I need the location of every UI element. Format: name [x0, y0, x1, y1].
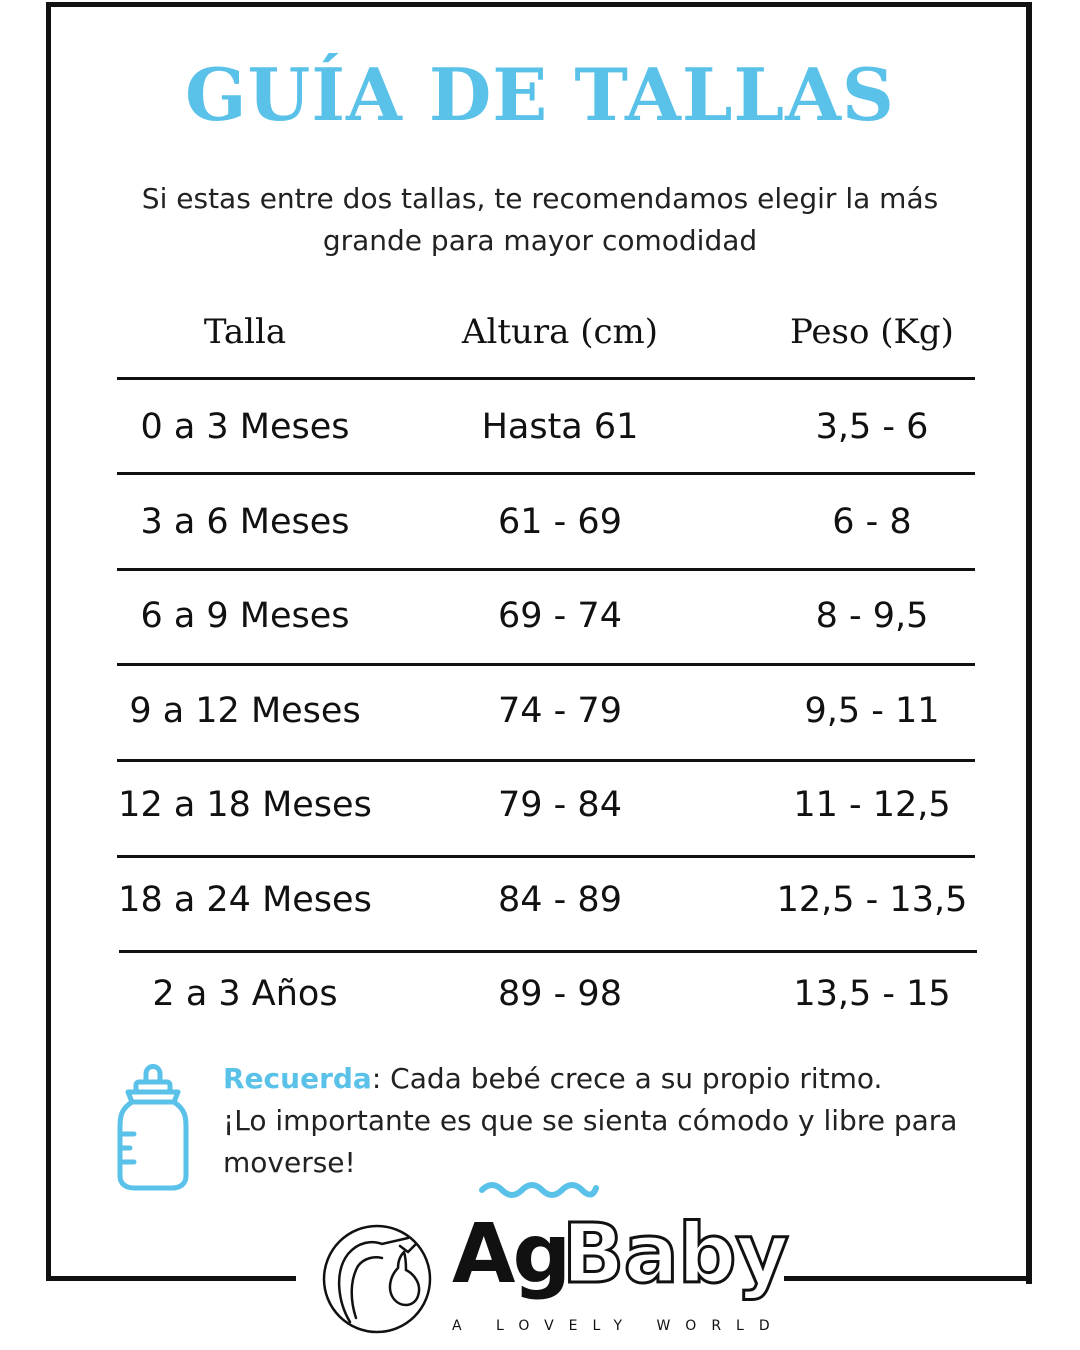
table-row	[0, 870, 1080, 930]
subtitle	[120, 178, 960, 262]
table-row	[0, 681, 1080, 741]
cell-altura: 69 - 74	[498, 596, 622, 636]
cell-altura: 84 - 89	[498, 880, 622, 920]
table-row	[0, 775, 1080, 835]
brand-logo-ag: Ag	[452, 1207, 569, 1302]
cell-peso: 13,5 - 15	[793, 974, 951, 1014]
header-altura: Altura (cm)	[461, 312, 659, 352]
cell-talla: 12 a 18 Meses	[118, 785, 372, 825]
note-line-3: moverse!	[223, 1146, 356, 1179]
note-line-1-text: : Cada bebé crece a su propio ritmo.	[371, 1062, 883, 1095]
cell-peso: 8 - 9,5	[815, 596, 929, 636]
table-row	[0, 586, 1080, 646]
cell-altura: 89 - 98	[498, 974, 622, 1014]
cell-talla: 3 a 6 Meses	[140, 502, 350, 542]
cell-talla: 0 a 3 Meses	[140, 407, 350, 447]
subtitle-line-1: Si estas entre dos tallas, te recomendamos elegir la más	[141, 182, 939, 215]
page-title: GUÍA DE TALLAS	[185, 52, 895, 137]
table-rule	[119, 950, 977, 953]
table-row	[0, 492, 1080, 552]
subtitle-line-2: grande para mayor comodidad	[322, 224, 758, 257]
brand-tagline: A LOVELY WORLD	[452, 1318, 785, 1334]
brand-logo-baby: Baby	[562, 1207, 788, 1302]
frame-top-border	[46, 2, 1032, 7]
cell-altura: 74 - 79	[498, 691, 622, 731]
cell-peso: 6 - 8	[832, 502, 912, 542]
table-rule	[117, 472, 975, 475]
cell-altura: Hasta 61	[481, 407, 639, 447]
cell-talla: 9 a 12 Meses	[129, 691, 361, 731]
baby-bottle-icon	[114, 1058, 192, 1192]
note-accent: Recuerda	[223, 1062, 372, 1095]
table-rule	[117, 855, 975, 858]
cell-peso: 12,5 - 13,5	[776, 880, 968, 920]
cell-peso: 11 - 12,5	[793, 785, 951, 825]
note-line-1	[223, 1058, 983, 1100]
stork-bundle-logo-icon	[320, 1222, 434, 1336]
table-row	[0, 964, 1080, 1024]
size-table-header	[0, 312, 1080, 362]
header-peso: Peso (Kg)	[790, 312, 954, 352]
table-rule	[117, 377, 975, 380]
table-rule	[117, 663, 975, 666]
table-rule	[117, 568, 975, 571]
table-row	[0, 397, 1080, 457]
cell-altura: 61 - 69	[498, 502, 622, 542]
cell-altura: 79 - 84	[498, 785, 622, 825]
frame-bottom-left-border	[46, 1276, 296, 1281]
cell-peso: 3,5 - 6	[815, 407, 929, 447]
cell-peso: 9,5 - 11	[804, 691, 940, 731]
cell-talla: 18 a 24 Meses	[118, 880, 372, 920]
cell-talla: 6 a 9 Meses	[140, 596, 350, 636]
note-line-2: ¡Lo importante es que se sienta cómodo y libre para	[223, 1104, 958, 1137]
reminder-note	[223, 1058, 983, 1184]
table-rule	[117, 759, 975, 762]
header-talla: Talla	[203, 312, 287, 352]
cell-talla: 2 a 3 Años	[152, 974, 338, 1014]
frame-bottom-right-border	[784, 1276, 1032, 1281]
wave-divider-icon	[478, 1178, 600, 1200]
